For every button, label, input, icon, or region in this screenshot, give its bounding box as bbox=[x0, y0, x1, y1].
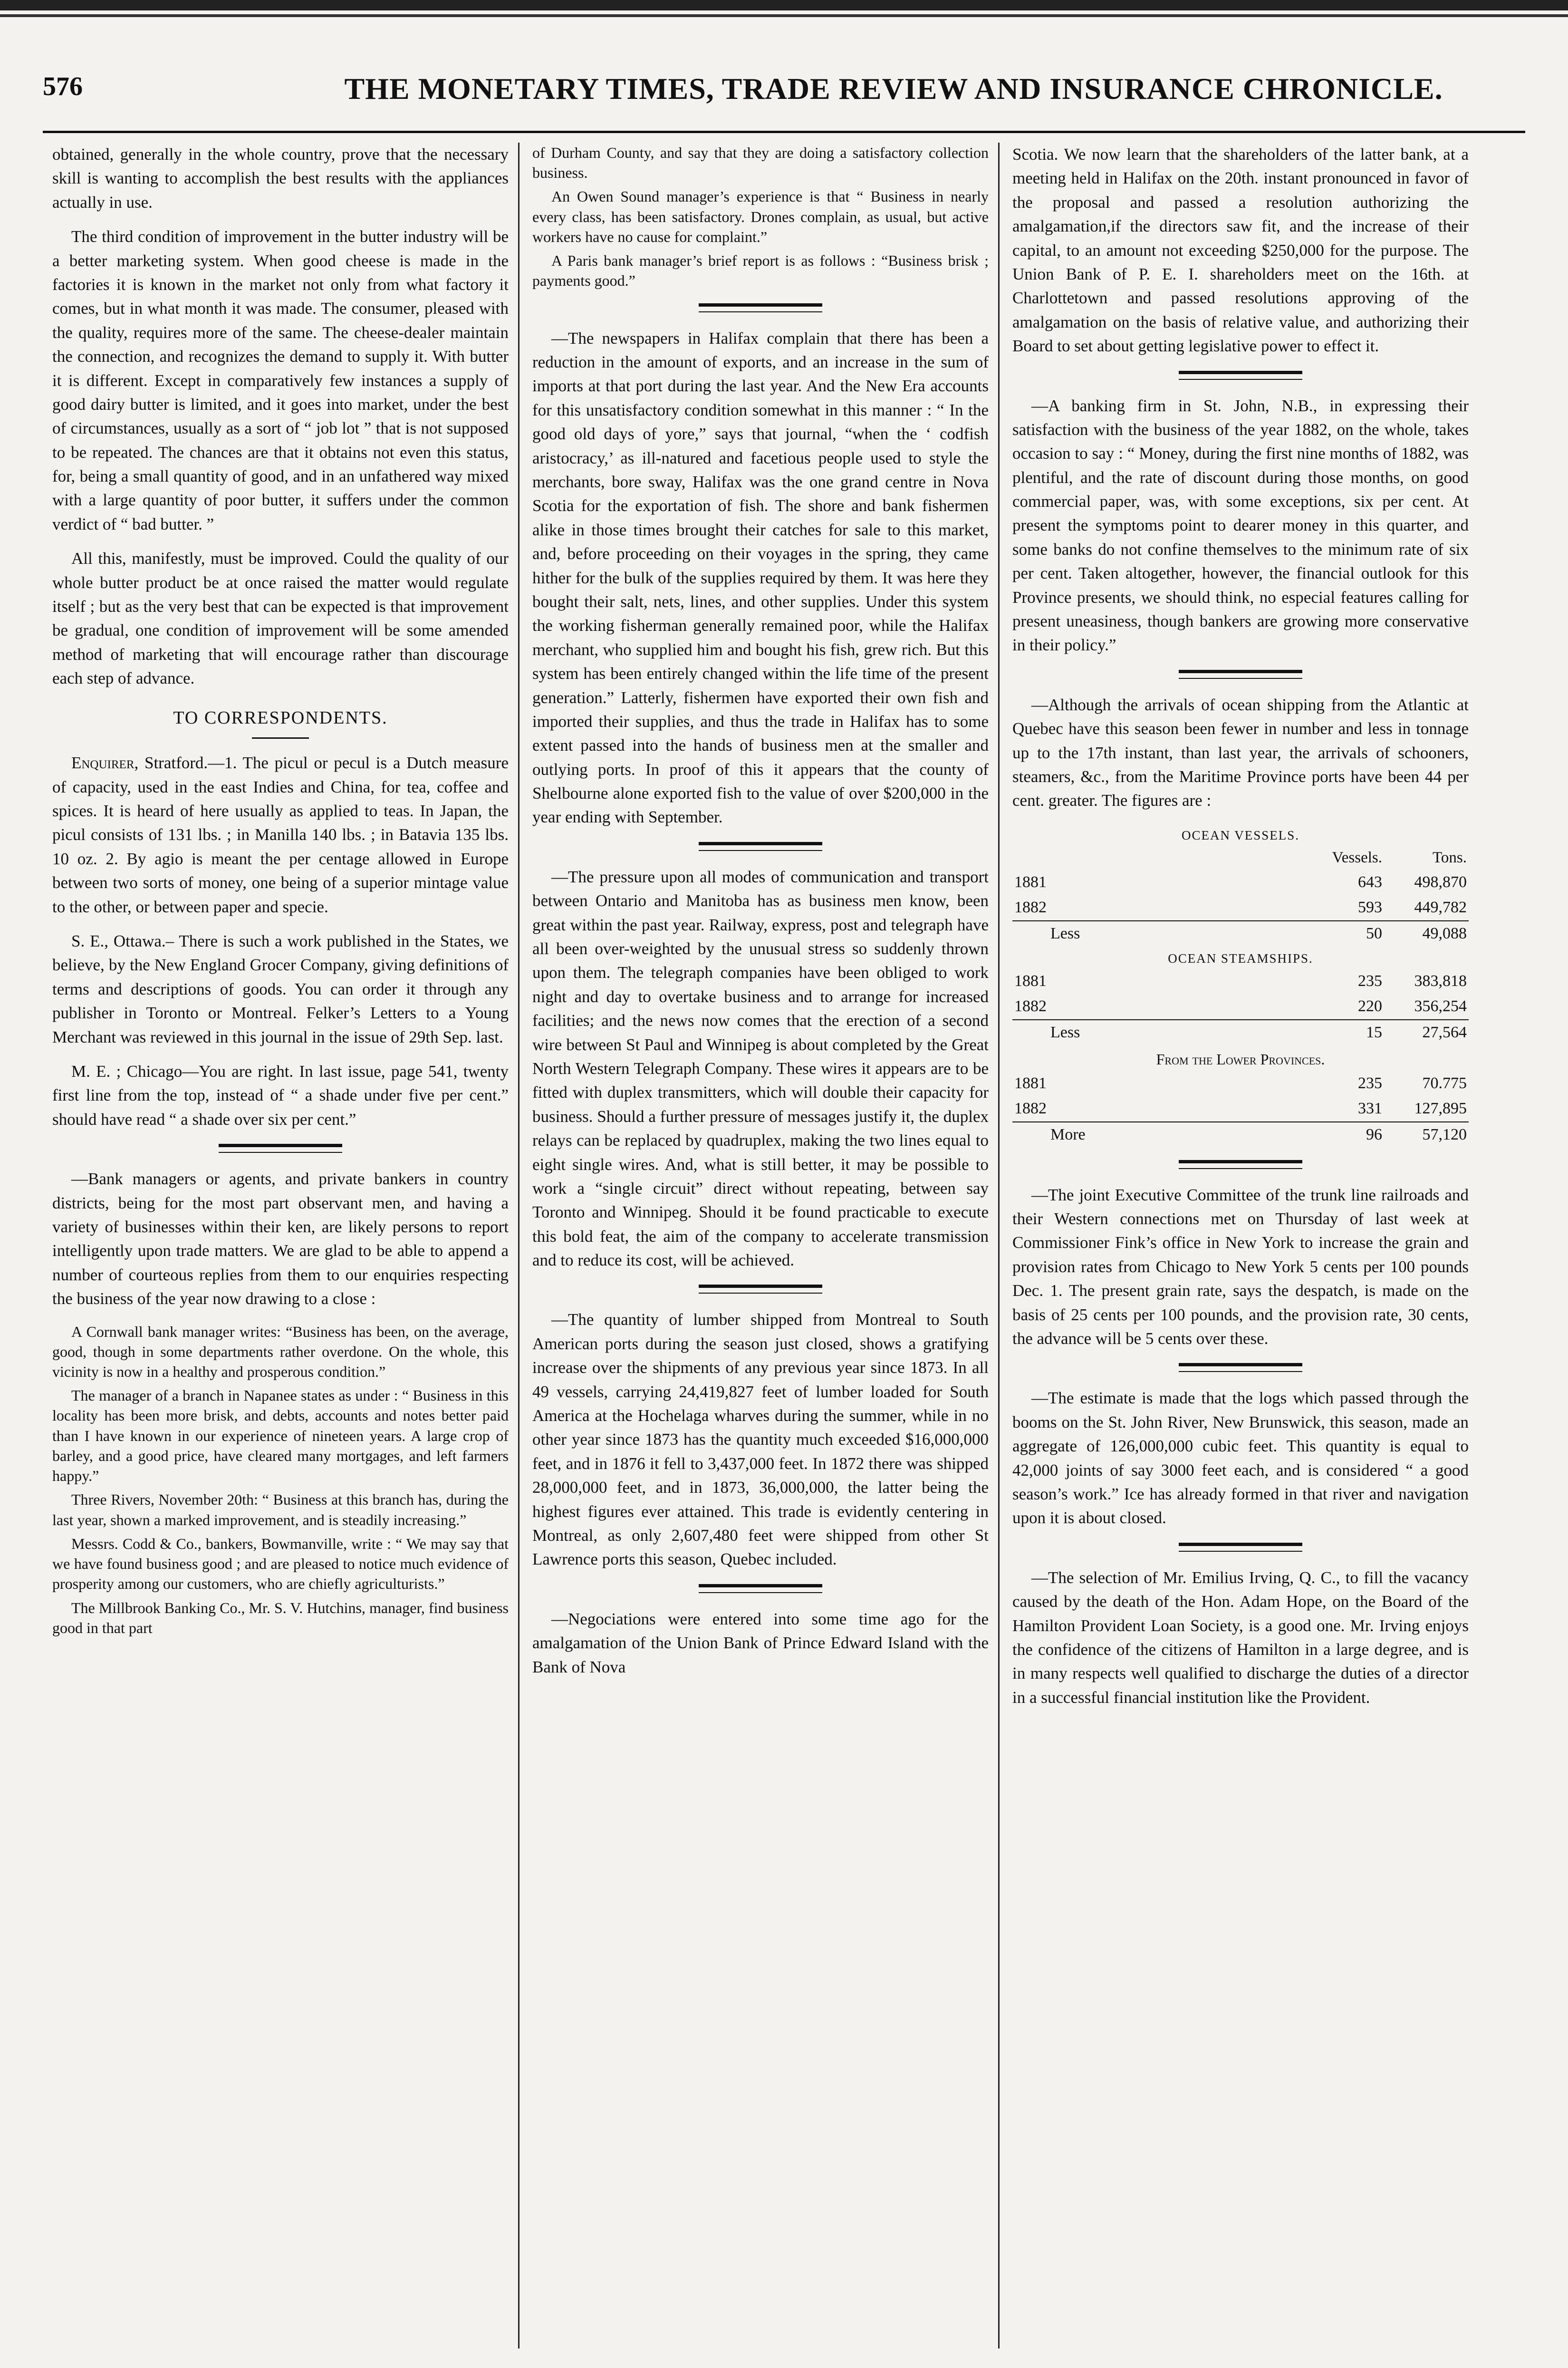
row-tons: 383,818 bbox=[1414, 972, 1467, 990]
quote-paragraph: The manager of a branch in Napanee states as under : “ Business in this locality has been more brisk, and debts, accounts and notes better paid than I have known in our experience of nineteen years. A large crop of barley, and a good price, have cleared many mortgages, and left farmers happy.” bbox=[52, 1387, 509, 1485]
row-vessels: 643 bbox=[1358, 873, 1382, 891]
row-vessels: 235 bbox=[1358, 1074, 1382, 1092]
row-label: Less bbox=[1012, 921, 1299, 947]
row-tons: 57,120 bbox=[1384, 1122, 1469, 1148]
table-header-vessels: Vessels. bbox=[1332, 849, 1382, 866]
column-divider bbox=[518, 143, 519, 2349]
article-paragraph: obtained, generally in the whole country, prove that the necessary skill is wanting to accomplish the best results with the appliances actually in use. bbox=[52, 145, 509, 212]
table-row bbox=[1012, 1071, 1469, 1096]
row-vessels: 50 bbox=[1299, 921, 1384, 947]
article-paragraph: —Bank managers or agents, and private bankers in country districts, being for the most part observant men, and having a variety of businesses within their ken, are likely persons to report intelligently upon trade matters. We are glad to be able to append a number of courteous replies from them to our enquiries respecting the business of the year now drawing to a close : bbox=[52, 1170, 509, 1308]
column-divider bbox=[998, 143, 1000, 2349]
row-label: 1882 bbox=[1014, 997, 1047, 1015]
article-paragraph: —The quantity of lumber shipped from Montreal to South American ports during the season just closed, shows a gratifying increase over the shipments of any previous year since 1873. In all 49 vessels, carrying 24,419,827 feet of lumber loaded for South America at the Hochelaga wharves during the summer, while in no other year since 1873 has the quantity much exceeded $16,000,000 feet, and in 1876 it fell to 3,437,000 feet. In 1872 there was shipped 28,000,000 feet, and in 1873, 36,000,000, the latter being the highest figures ever attained. This trade is evidently centering in Montreal, as only 2,607,480 feet were shipped from other St Lawrence ports this season, Quebec included. bbox=[532, 1310, 989, 1569]
table-row bbox=[1012, 1096, 1469, 1122]
row-tons: 498,870 bbox=[1414, 873, 1467, 891]
table-header-blank bbox=[1012, 846, 1299, 870]
article-paragraph: The third condition of improvement in the butter industry will be a better marketing system. When good cheese is made in the factories it is known in the market not only from what factory it comes, but in what month it was made. The consumer, pleased with the quality, requires more of the same. The cheese-dealer maintain the connection, and recognizes the demand to supply it. With butter it is different. Except in comparatively few instances a supply of good dairy butter is limited, and it goes into market, under the best of circumstances, usually as a sort of “ job lot ” that is not supposed to be repeated. The chances are that it obtains not even this status, for, being a small quantity of good, and in an unfathered way mixed with a large quantity of poor butter, it suffers under the common verdict of “ bad butter. ” bbox=[52, 227, 509, 533]
row-tons: 449,782 bbox=[1414, 899, 1467, 917]
correspondent-name: Enquirer bbox=[71, 754, 135, 773]
row-vessels: 331 bbox=[1358, 1099, 1382, 1117]
row-label: 1881 bbox=[1014, 873, 1047, 891]
article-paragraph: —Negociations were entered into some time ago for the amalgamation of the Union Bank of Prince Edward Island with the Bank of Nova bbox=[532, 1609, 989, 1676]
article-separator bbox=[1179, 1363, 1302, 1372]
article-paragraph: Scotia. We now learn that the shareholders of the latter bank, at a meeting held in Halifax on the 20th. instant pronounced in favor of the proposal and passed a resolution authorizing the amalgamation,if the directors saw fit, and the increase of their capital, to an amount not exceeding $250,000 for the purpose. The Union Bank of P. E. I. shareholders meet on the 16th. at Charlottetown and passed resolutions approving of the amalgamation on the basis of relative value, and authorizing their Board to set about getting legislative power to effect it. bbox=[1012, 145, 1469, 356]
heading-rule bbox=[252, 737, 309, 739]
row-vessels: 235 bbox=[1358, 972, 1382, 990]
section-heading: TO CORRESPONDENTS. bbox=[173, 707, 388, 728]
row-tons: 127,895 bbox=[1414, 1099, 1467, 1117]
row-vessels: 96 bbox=[1299, 1122, 1384, 1148]
row-tons: 49,088 bbox=[1384, 921, 1469, 947]
reply-text: , Stratford.—1. The picul or pecul is a Dutch measure of capacity, used in the east Indies and China, for tea, coffee and spices. It is heard of here usually as applied to teas. In Japan, the picul consists of 131 lbs. ; in Manilla 140 lbs. ; in Batavia 135 lbs. 10 oz. 2. By agio is meant the per centage allowed in Europe between two sorts of money, one being of a superior mintage value to the other, or between paper and specie. bbox=[52, 754, 509, 916]
top-border bbox=[0, 0, 1568, 10]
article-paragraph: All this, manifestly, must be improved. Could the quality of our whole butter product be at once raised the matter would regulate itself ; but as the very best that can be expected is that improvement be gradual, one condition of improvement will be some amended method of marketing that will encourage rather than discourage each step of advance. bbox=[52, 549, 509, 688]
article-paragraph: —The newspapers in Halifax complain that there has been a reduction in the amount of exports, and an increase in the sum of imports at that port during the last year. And the New Era accounts for this unsatisfactory condition somewhat in this manner : “ In the good old days of yore,” says that journal, “when the ‘ codfish aristocracy,’ as ill-natured and facetious people used to style the merchants, bore sway, Halifax was the one grand centre in Nova Scotia for the exportation of fish. The shore and bank fishermen alike in those times brought their catches for sale to this market, and, before proceeding on their voyages in the spring, they came hither for the bulk of the supplies required by them. It was here they bought their salt, nets, lines, and other supplies. Under this system the working fisherman generally remained poor, while the Halifax merchant, who supplied him and bought his fish, grew rich. But this system has been entirely changed within the life time of the present generation.” Latterly, fishermen have exported their own fish and imported their supplies, and thus the trade in Halifax has to some extent passed into the hands of business men at the smaller and outlying ports. In proof of this it appears that the county of Shelbourne alone exported fish to the value of over $200,000 in the year ending with September. bbox=[532, 329, 989, 827]
article-paragraph: —The estimate is made that the logs which passed through the booms on the St. John River, New Brunswick, this season, made an aggregate of 126,000,000 cubic feet. This quantity is equal to 42,000 joints of say 3000 feet each, and is considered “ a good season’s work.” Ice has already formed in that river and navigation upon it is about closed. bbox=[1012, 1389, 1469, 1527]
column-1 bbox=[52, 143, 509, 2349]
article-separator bbox=[1179, 371, 1302, 380]
header-rule bbox=[43, 131, 1525, 133]
correspondent-reply bbox=[52, 751, 509, 919]
article-separator bbox=[699, 842, 822, 851]
table-header-tons: Tons. bbox=[1433, 849, 1467, 866]
table-row-total bbox=[1012, 921, 1469, 947]
quote-paragraph: An Owen Sound manager’s experience is that “ Business in nearly every class, has been satisfactory. Drones complain, as usual, but active workers have no cause for complaint.” bbox=[532, 188, 989, 245]
table-row bbox=[1012, 895, 1469, 921]
top-border-thin bbox=[0, 14, 1568, 17]
row-tons: 27,564 bbox=[1384, 1020, 1469, 1045]
quote-paragraph: Messrs. Codd & Co., bankers, Bowmanville, write : “ We may say that we have found business good ; and are pleased to notice much evidence of prosperity among our customers, who are chiefly agriculturists.” bbox=[52, 1535, 509, 1593]
table-section-title: OCEAN VESSELS. bbox=[1181, 828, 1300, 842]
quote-paragraph: A Cornwall bank manager writes: “Business has been, on the average, good, though in some departments rather overdone. On the whole, this vicinity is now in a healthy and prosperous condition.” bbox=[52, 1323, 509, 1380]
table-row bbox=[1012, 969, 1469, 994]
article-separator bbox=[699, 1584, 822, 1593]
table-section-title: OCEAN STEAMSHIPS. bbox=[1168, 951, 1313, 966]
table-section-title: From the Lower Provinces. bbox=[1156, 1050, 1325, 1068]
table-row-total bbox=[1012, 1122, 1469, 1148]
column-3 bbox=[1012, 143, 1469, 2349]
row-vessels: 593 bbox=[1358, 899, 1382, 917]
page-number: 576 bbox=[43, 72, 83, 101]
table-row-total bbox=[1012, 1020, 1469, 1045]
quoted-replies bbox=[52, 1322, 509, 1638]
table-row bbox=[1012, 870, 1469, 895]
row-label: 1881 bbox=[1014, 1074, 1047, 1092]
quote-paragraph: Three Rivers, November 20th: “ Business at this branch has, during the last year, shown a marked improvement, and is steadily increasing.” bbox=[52, 1491, 509, 1528]
article-paragraph: —Although the arrivals of ocean shipping from the Atlantic at Quebec have this season been fewer in number and less in tonnage up to the 17th instant, than last year, the arrivals of schooners, steamers, &c., from the Maritime Province ports have been 44 per cent. greater. The figures are : bbox=[1012, 695, 1469, 810]
column-2 bbox=[532, 143, 989, 2349]
article-paragraph: —The joint Executive Committee of the trunk line railroads and their Western connections met on Thursday of last week at Commissioner Fink’s office in New York to increase the grain and provision rates from Chicago to New York 5 cents per 100 pounds Dec. 1. The present grain rate, says the despatch, is made on the basis of 25 cents per 100 pounds, and the provision rate, 30 cents, the advance will be 5 cents over these. bbox=[1012, 1185, 1469, 1348]
quote-paragraph: The Millbrook Banking Co., Mr. S. V. Hutchins, manager, find business good in that part bbox=[52, 1599, 509, 1636]
row-label: 1881 bbox=[1014, 972, 1047, 990]
row-label: More bbox=[1012, 1122, 1299, 1148]
correspondent-reply: M. E. ; Chicago—You are right. In last issue, page 541, twenty first line from the top, instead of “ a shade under five per cent.” should have read “ a shade over six per cent.” bbox=[52, 1062, 509, 1129]
quoted-replies-cont bbox=[532, 143, 989, 291]
quote-paragraph: of Durham County, and say that they are doing a satisfactory collection business. bbox=[532, 144, 989, 182]
article-separator bbox=[219, 1144, 342, 1153]
row-label: 1882 bbox=[1014, 1099, 1047, 1117]
article-separator bbox=[1179, 670, 1302, 679]
running-title: THE MONETARY TIMES, TRADE REVIEW AND INSURANCE CHRONICLE. bbox=[344, 72, 1443, 106]
row-label: 1882 bbox=[1014, 899, 1047, 917]
row-tons: 70.775 bbox=[1422, 1074, 1467, 1092]
shipping-table bbox=[1012, 823, 1469, 1148]
article-separator bbox=[699, 303, 822, 312]
article-paragraph: —The selection of Mr. Emilius Irving, Q. C., to fill the vacancy caused by the death of the Hon. Adam Hope, on the Board of the Hamilton Provident Loan Society, is a good one. Mr. Irving enjoys the confidence of the citizens of Hamilton in a large degree, and is in many respects well qualified to discharge the duties of a director in a successful financial institution like the Provident. bbox=[1012, 1568, 1469, 1707]
correspondent-reply: S. E., Ottawa.– There is such a work published in the States, we believe, by the New England Grocer Company, giving definitions of terms and descriptions of goods. You can order it through any publisher in Toronto or Montreal. Felker’s Letters to a Young Merchant was reviewed in this journal in the issue of 29th Sep. last. bbox=[52, 932, 509, 1046]
article-separator bbox=[699, 1285, 822, 1294]
row-vessels: 220 bbox=[1358, 997, 1382, 1015]
article-separator bbox=[1179, 1160, 1302, 1169]
row-vessels: 15 bbox=[1299, 1020, 1384, 1045]
article-paragraph: —A banking firm in St. John, N.B., in expressing their satisfaction with the business of the year 1882, on the whole, takes occasion to say : “ Money, during the first nine months of 1882, was plentiful, and the rate of discount during those months, on good commercial paper, was, with some exceptions, six per cent. At present the symptoms point to dearer money in this quarter, and some banks do not confine themselves to the minimum rate of six per cent. Taken altogether, however, the financial outlook for this Province presents, we should think, no especial features calling for present uneasiness, though bankers are growing more conservative in their policy.” bbox=[1012, 396, 1469, 655]
row-tons: 356,254 bbox=[1414, 997, 1467, 1015]
row-label: Less bbox=[1012, 1020, 1299, 1045]
article-separator bbox=[1179, 1543, 1302, 1552]
article-paragraph: —The pressure upon all modes of communication and transport between Ontario and Manitoba has as business men know, been great within the past year. Railway, express, post and telegraph have all been over-weighted by the unusual stress so suddenly thrown upon them. The telegraph companies have been obliged to work night and day to overtake business and to arrange for increased facilities; and the news now comes that the erection of a second wire between St Paul and Winnipeg is about completed by the Great North Western Telegraph Company. These wires it appears are to be fitted with duplex transmitters, which will double their capacity for business. Should a further pressure of messages justify it, the duplex relays can be replaced by quadruplex, making the two lines equal to eight single wires. And, what is still better, it may be possible to work a “single circuit” direct without repeating, between say Toronto and Winnipeg. Should it be found practicable to execute this bold feat, the aim of the company to accelerate transmission and to reduce its cost, will be achieved. bbox=[532, 867, 989, 1270]
table-row bbox=[1012, 994, 1469, 1020]
quote-paragraph: A Paris bank manager’s brief report is as follows : “Business brisk ; payments good.” bbox=[532, 252, 989, 290]
